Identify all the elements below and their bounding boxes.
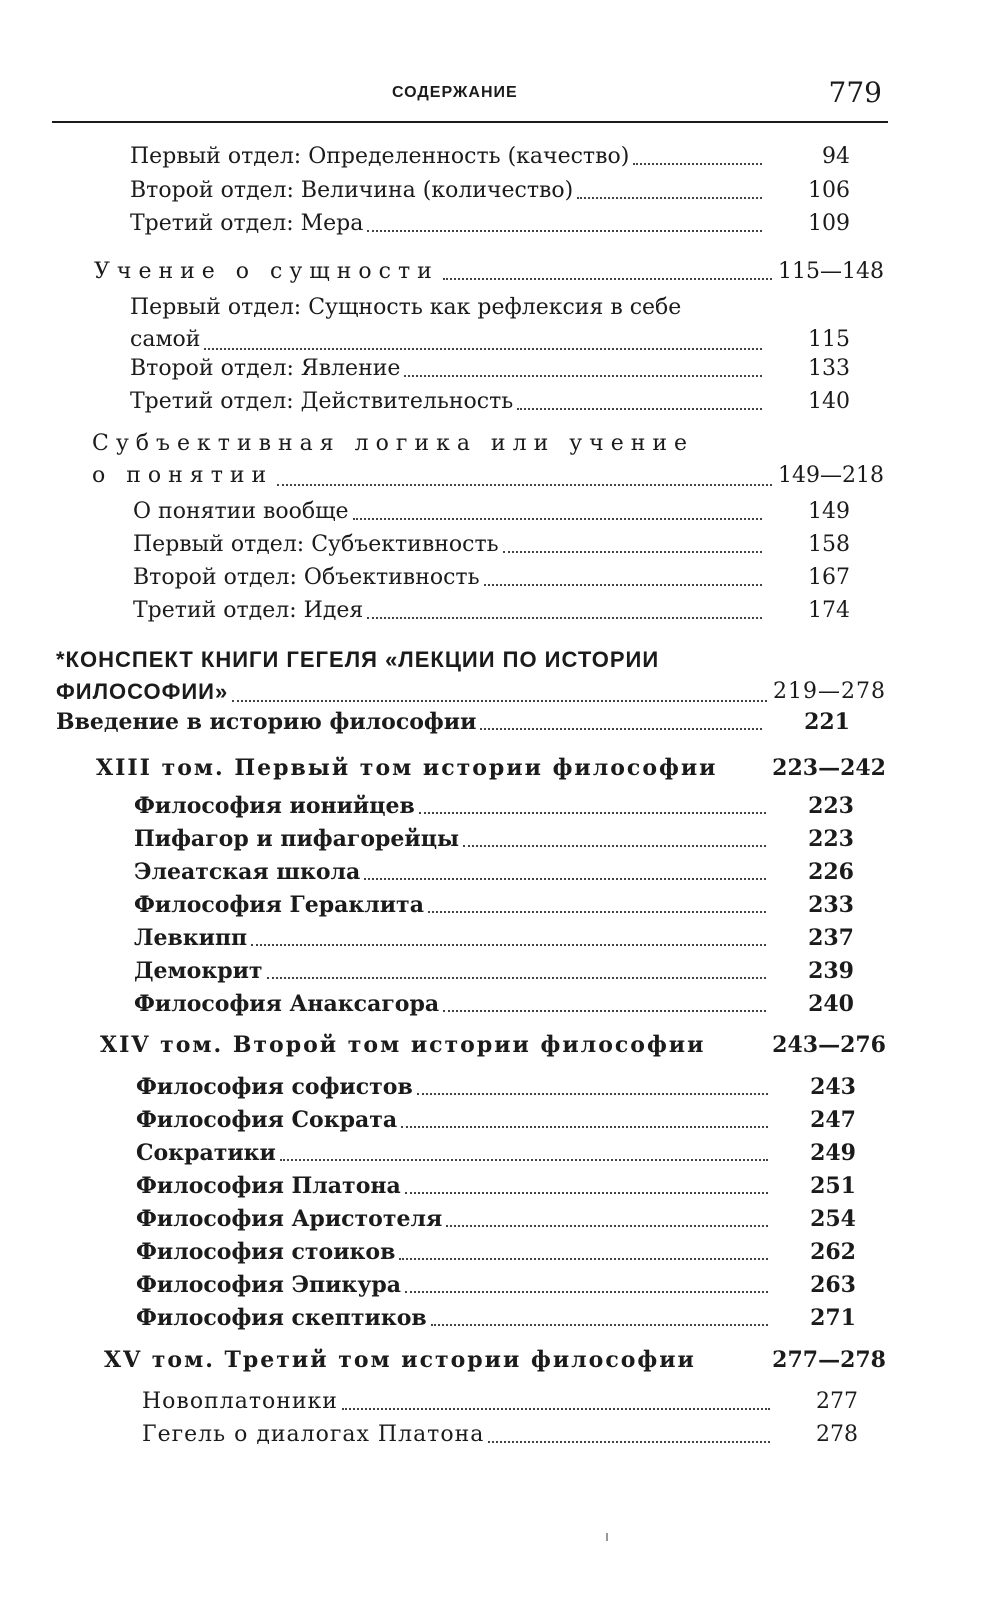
paper-speck [606, 1533, 608, 1541]
leader-dots [232, 700, 767, 702]
toc-entry-page: 115—148 [778, 259, 884, 284]
toc-entry [136, 1271, 856, 1299]
toc-entry-page: 223—242 [772, 755, 886, 781]
toc-entry-page: 237 [808, 925, 854, 951]
toc-entry-label-line1: Первый отдел: Сущность как рефлексия в себе [130, 295, 682, 320]
toc-entry [130, 143, 850, 171]
toc-entry-label: Введение в историю философии [56, 709, 477, 735]
leader-dots [280, 1159, 768, 1161]
toc-entry-label: О понятии вообще [133, 499, 349, 524]
toc-entry-label: Сократики [136, 1140, 276, 1166]
toc-entry-page: 271 [810, 1305, 856, 1331]
toc-entry [136, 1172, 856, 1200]
leader-dots [480, 728, 762, 730]
toc-entry-page: 263 [810, 1272, 856, 1298]
toc-entry-page: 158 [808, 532, 850, 557]
toc-entry-label: Философия скептиков [136, 1305, 427, 1331]
leader-dots [517, 408, 762, 410]
toc-entry [142, 1388, 858, 1416]
toc-entry-label-line2: о понятии [92, 463, 274, 488]
leader-dots [399, 1258, 768, 1260]
toc-entry-label: Демокрит [134, 958, 263, 984]
leader-dots [251, 944, 766, 946]
toc-entry-label: Первый отдел: Определенность (качество) [130, 144, 630, 169]
toc-entry-page: 277—278 [772, 1347, 886, 1373]
toc-entry [56, 708, 850, 736]
toc-entry [136, 1073, 856, 1101]
toc-entry-label: Философия ионийцев [134, 793, 415, 819]
toc-entry-page: 223 [808, 793, 854, 819]
toc-entry-label: Третий отдел: Мера [130, 211, 364, 236]
running-header [52, 74, 888, 114]
toc-entry-label: Философия Гераклита [134, 892, 424, 918]
toc-entry-label: Второй отдел: Явление [130, 356, 401, 381]
toc-entry-label: Философия Сократа [136, 1107, 398, 1133]
toc-entry-page: 278 [816, 1422, 858, 1447]
toc-entry [136, 1304, 856, 1332]
toc-entry [134, 891, 854, 919]
toc-entry-page: 115 [808, 327, 850, 352]
toc-entry-page: 233 [808, 892, 854, 918]
toc-entry-label: Пифагор и пифагорейцы [134, 826, 460, 852]
toc-entry-label: Философия стоиков [136, 1239, 396, 1265]
toc-entry [136, 1205, 856, 1233]
toc-entry-label: XIII том. Первый том истории философии [96, 755, 718, 781]
toc-entry-label: Философия софистов [136, 1074, 413, 1100]
leader-dots [277, 484, 772, 486]
header-page-number: 779 [828, 76, 882, 109]
toc-entry-page: 240 [808, 991, 854, 1017]
toc-entry-label: Третий отдел: Идея [133, 598, 364, 623]
toc-entry-page: 277 [816, 1389, 858, 1414]
toc-entry-page: 226 [808, 859, 854, 885]
toc-entry-page: 251 [810, 1173, 856, 1199]
toc-entry-label-line1: *КОНСПЕКТ КНИГИ ГЕГЕЛЯ «ЛЕКЦИИ ПО ИСТОРИИ [56, 647, 660, 672]
toc-entry [134, 792, 854, 820]
toc-entry [130, 292, 850, 356]
leader-dots [367, 230, 762, 232]
toc-section-heading [94, 258, 884, 286]
toc-entry-label: Философия Эпикура [136, 1272, 402, 1298]
toc-entry [133, 531, 850, 559]
leader-dots [443, 278, 772, 280]
toc-entry-label: Третий отдел: Действительность [130, 389, 514, 414]
toc-entry-label: Второй отдел: Величина (количество) [130, 178, 574, 203]
toc-entry-page: 247 [810, 1107, 856, 1133]
leader-dots [342, 1408, 770, 1410]
toc-entry [133, 597, 850, 625]
toc-entry-page: 221 [804, 709, 850, 735]
toc-entry [142, 1421, 858, 1449]
leader-dots [367, 617, 762, 619]
leader-dots [405, 1291, 768, 1293]
toc-entry-page: 167 [808, 565, 850, 590]
toc-entry [136, 1106, 856, 1134]
leader-dots [488, 1441, 770, 1443]
header-rule [52, 121, 888, 123]
toc-entry-label: Элеатская школа [134, 859, 361, 885]
toc-entry [134, 825, 854, 853]
leader-dots [401, 1126, 768, 1128]
leader-dots [404, 375, 762, 377]
toc-entry-page: 106 [808, 178, 850, 203]
leader-dots [428, 911, 766, 913]
toc-part-heading [56, 644, 886, 708]
leader-dots [443, 1010, 766, 1012]
toc-entry-label: Второй отдел: Объективность [133, 565, 480, 590]
toc-entry [133, 498, 850, 526]
toc-entry-page: 149 [808, 499, 850, 524]
toc-entry [136, 1238, 856, 1266]
toc-volume-heading [96, 754, 886, 782]
toc-volume-heading [104, 1346, 886, 1374]
toc-entry-label: Левкипп [134, 925, 248, 951]
toc-entry [130, 388, 850, 416]
toc-entry-page: 133 [808, 356, 850, 381]
leader-dots [405, 1192, 768, 1194]
leader-dots [463, 845, 766, 847]
toc-entry-page: 249 [810, 1140, 856, 1166]
toc-entry-page: 109 [808, 211, 850, 236]
leader-dots [446, 1225, 768, 1227]
toc-entry-label: Гегель о диалогах Платона [142, 1422, 485, 1447]
leader-dots [204, 348, 762, 350]
toc-entry-page: 223 [808, 826, 854, 852]
toc-entry-label: Философия Анаксагора [134, 991, 440, 1017]
toc-entry-label-line2: самой [130, 327, 201, 352]
toc-entry-label: Учение о сущности [94, 259, 439, 284]
header-title: СОДЕРЖАНИЕ [392, 84, 518, 101]
toc-entry [134, 924, 854, 952]
toc-entry-page: 140 [808, 389, 850, 414]
toc-entry-label: Философия Платона [136, 1173, 401, 1199]
toc-entry [130, 210, 850, 238]
toc-entry-label: XV том. Третий том истории философии [104, 1347, 696, 1373]
toc-entry-page: 243 [810, 1074, 856, 1100]
toc-entry [130, 177, 850, 205]
toc-entry [134, 957, 854, 985]
leader-dots [353, 518, 762, 520]
leader-dots [267, 977, 766, 979]
toc-entry-label: Философия Аристотеля [136, 1206, 443, 1232]
toc-entry-page: 94 [822, 144, 850, 169]
toc-entry-label: Первый отдел: Субъективность [133, 532, 499, 557]
toc-entry [133, 564, 850, 592]
toc-entry-page: 254 [810, 1206, 856, 1232]
toc-entry-label: XIV том. Второй том истории философии [100, 1032, 706, 1058]
toc-entry-page: 174 [808, 598, 850, 623]
toc-section-heading [92, 428, 884, 492]
toc-entry-label-line1: Субъективная логика или учение [92, 431, 695, 456]
toc-entry-page: 149—218 [778, 463, 884, 488]
leader-dots [633, 163, 762, 165]
leader-dots [417, 1093, 768, 1095]
toc-entry [130, 355, 850, 383]
toc-entry-page: 239 [808, 958, 854, 984]
leader-dots [503, 551, 762, 553]
leader-dots [431, 1324, 768, 1326]
toc-entry [134, 858, 854, 886]
toc-entry-page: 262 [810, 1239, 856, 1265]
toc-entry-page: 219—278 [773, 679, 886, 704]
leader-dots [364, 878, 766, 880]
leader-dots [484, 584, 762, 586]
toc-entry [136, 1139, 856, 1167]
toc-entry [134, 990, 854, 1018]
toc-entry-label: Новоплатоники [142, 1389, 338, 1414]
toc-entry-label-line2: ФИЛОСОФИИ» [56, 679, 229, 704]
toc-volume-heading [100, 1031, 886, 1059]
toc-entry-page: 243—276 [772, 1032, 886, 1058]
leader-dots [577, 197, 762, 199]
leader-dots [419, 812, 766, 814]
